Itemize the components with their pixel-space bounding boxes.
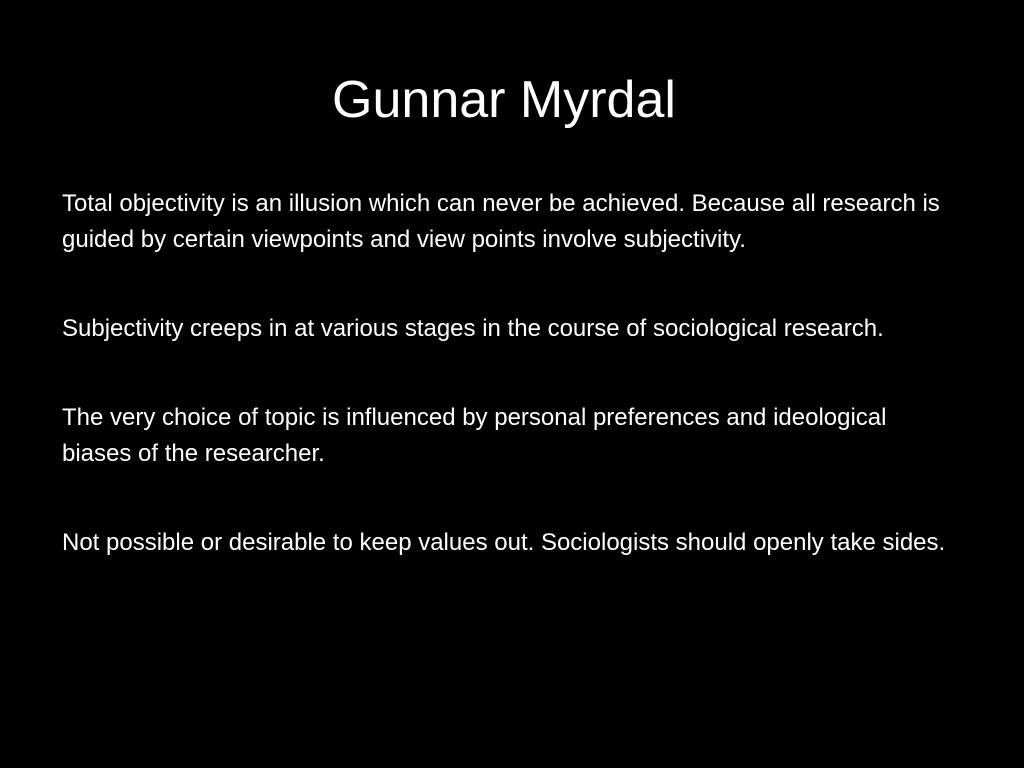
slide-body	[62, 186, 962, 561]
paragraph-values-sides: Not possible or desirable to keep values out. Sociologists should openly take sides.	[62, 529, 946, 556]
paragraph-topic-choice: The very choice of topic is influenced by personal preferences and ideological biases of the researcher.	[62, 404, 887, 467]
paragraph-objectivity-illusion: Total objectivity is an illusion which can never be achieved. Because all research is guided by certain viewpoints and view points involve subjectivity.	[62, 190, 940, 253]
paragraph-subjectivity-stages: Subjectivity creeps in at various stages in the course of sociological research.	[62, 315, 884, 342]
slide-title: Gunnar Myrdal	[332, 71, 676, 129]
